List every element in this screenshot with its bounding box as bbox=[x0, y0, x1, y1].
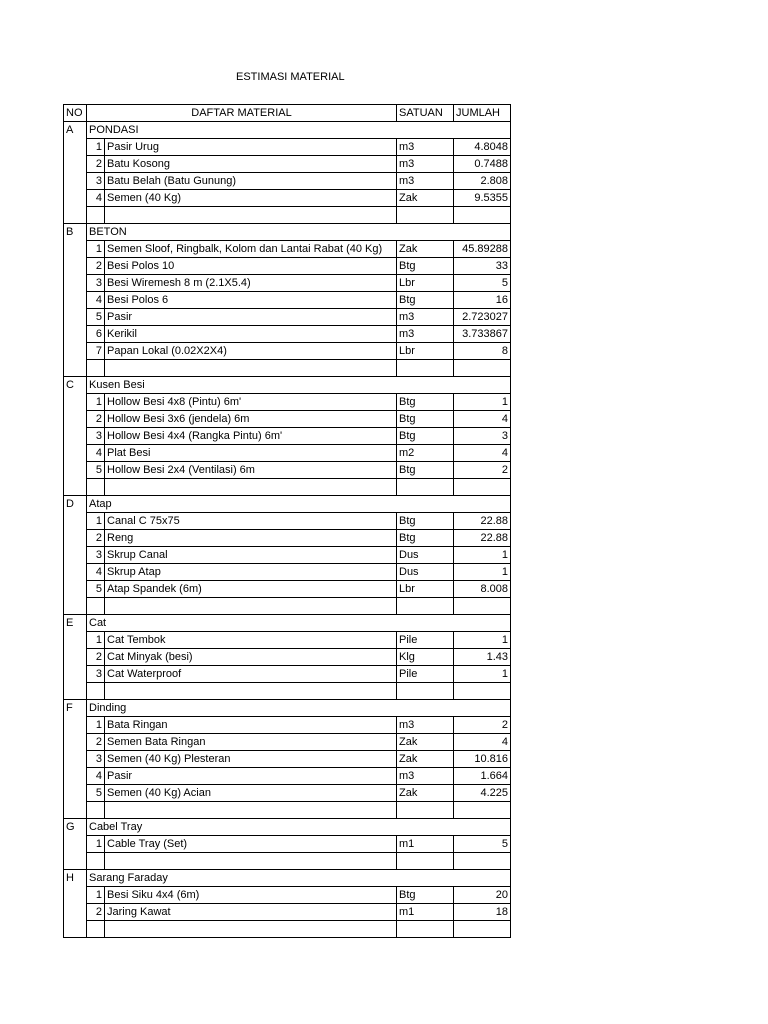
item-row bbox=[64, 547, 511, 564]
group-name: Atap bbox=[87, 496, 511, 513]
item-number: 2 bbox=[87, 258, 105, 275]
item-number: 5 bbox=[87, 581, 105, 598]
row-spacer bbox=[64, 156, 87, 173]
item-unit: m3 bbox=[397, 173, 454, 190]
group-name: Cabel Tray bbox=[87, 819, 511, 836]
item-qty: 4.225 bbox=[454, 785, 511, 802]
item-name: Canal C 75x75 bbox=[105, 513, 397, 530]
item-unit: Zak bbox=[397, 241, 454, 258]
item-qty: 4 bbox=[454, 734, 511, 751]
item-unit: Zak bbox=[397, 734, 454, 751]
item-number: 6 bbox=[87, 326, 105, 343]
item-name: Atap Spandek (6m) bbox=[105, 581, 397, 598]
blank-cell bbox=[87, 479, 105, 496]
item-qty: 45.89288 bbox=[454, 241, 511, 258]
blank-cell bbox=[454, 921, 511, 938]
item-unit: Btg bbox=[397, 292, 454, 309]
blank-cell bbox=[397, 479, 454, 496]
blank-cell bbox=[454, 207, 511, 224]
item-row bbox=[64, 751, 511, 768]
blank-cell bbox=[454, 360, 511, 377]
item-unit: m3 bbox=[397, 717, 454, 734]
item-unit: Btg bbox=[397, 258, 454, 275]
item-name: Jaring Kawat bbox=[105, 904, 397, 921]
item-number: 4 bbox=[87, 445, 105, 462]
item-unit: Klg bbox=[397, 649, 454, 666]
item-unit: Zak bbox=[397, 190, 454, 207]
blank-row bbox=[64, 853, 511, 870]
row-spacer bbox=[64, 275, 87, 292]
item-number: 2 bbox=[87, 734, 105, 751]
item-unit: Pile bbox=[397, 632, 454, 649]
item-unit: Btg bbox=[397, 887, 454, 904]
sheet-title: ESTIMASI MATERIAL bbox=[236, 71, 345, 83]
row-spacer bbox=[64, 666, 87, 683]
item-row bbox=[64, 326, 511, 343]
blank-row bbox=[64, 921, 511, 938]
header-qty: JUMLAH bbox=[454, 105, 511, 122]
group-row bbox=[64, 615, 511, 632]
item-name: Semen Sloof, Ringbalk, Kolom dan Lantai Rabat (40 Kg) bbox=[105, 241, 397, 258]
row-spacer bbox=[64, 241, 87, 258]
item-name: Batu Belah (Batu Gunung) bbox=[105, 173, 397, 190]
item-unit: Btg bbox=[397, 530, 454, 547]
item-name: Besi Polos 10 bbox=[105, 258, 397, 275]
item-qty: 3 bbox=[454, 428, 511, 445]
header-unit: SATUAN bbox=[397, 105, 454, 122]
item-unit: m3 bbox=[397, 139, 454, 156]
item-unit: Btg bbox=[397, 411, 454, 428]
row-spacer bbox=[64, 190, 87, 207]
item-number: 2 bbox=[87, 411, 105, 428]
item-qty: 18 bbox=[454, 904, 511, 921]
blank-row bbox=[64, 683, 511, 700]
item-row bbox=[64, 241, 511, 258]
item-qty: 1 bbox=[454, 666, 511, 683]
item-unit: m1 bbox=[397, 904, 454, 921]
blank-cell bbox=[105, 802, 397, 819]
item-name: Hollow Besi 4x8 (Pintu) 6m' bbox=[105, 394, 397, 411]
item-number: 5 bbox=[87, 309, 105, 326]
item-qty: 1 bbox=[454, 564, 511, 581]
item-qty: 3.733867 bbox=[454, 326, 511, 343]
blank-cell bbox=[454, 479, 511, 496]
blank-row bbox=[64, 802, 511, 819]
item-number: 4 bbox=[87, 768, 105, 785]
row-spacer bbox=[64, 309, 87, 326]
group-row bbox=[64, 870, 511, 887]
item-qty: 1 bbox=[454, 632, 511, 649]
item-row bbox=[64, 581, 511, 598]
row-spacer bbox=[64, 717, 87, 734]
item-row bbox=[64, 717, 511, 734]
row-spacer bbox=[64, 445, 87, 462]
row-spacer bbox=[64, 428, 87, 445]
row-spacer bbox=[64, 258, 87, 275]
material-table-body bbox=[64, 105, 511, 938]
item-row bbox=[64, 292, 511, 309]
group-name: Dinding bbox=[87, 700, 511, 717]
item-unit: m2 bbox=[397, 445, 454, 462]
item-unit: Lbr bbox=[397, 343, 454, 360]
item-row bbox=[64, 666, 511, 683]
item-number: 1 bbox=[87, 394, 105, 411]
row-spacer bbox=[64, 598, 87, 615]
item-row bbox=[64, 258, 511, 275]
item-number: 1 bbox=[87, 836, 105, 853]
item-name: Pasir bbox=[105, 768, 397, 785]
item-name: Pasir bbox=[105, 309, 397, 326]
row-spacer bbox=[64, 649, 87, 666]
item-unit: Lbr bbox=[397, 275, 454, 292]
group-code: H bbox=[64, 870, 87, 887]
row-spacer bbox=[64, 904, 87, 921]
item-name: Besi Wiremesh 8 m (2.1X5.4) bbox=[105, 275, 397, 292]
row-spacer bbox=[64, 802, 87, 819]
item-number: 1 bbox=[87, 717, 105, 734]
row-spacer bbox=[64, 173, 87, 190]
item-row bbox=[64, 309, 511, 326]
blank-cell bbox=[397, 802, 454, 819]
blank-cell bbox=[87, 921, 105, 938]
blank-row bbox=[64, 598, 511, 615]
item-number: 2 bbox=[87, 530, 105, 547]
row-spacer bbox=[64, 326, 87, 343]
item-qty: 5 bbox=[454, 275, 511, 292]
item-number: 3 bbox=[87, 547, 105, 564]
item-qty: 1.664 bbox=[454, 768, 511, 785]
item-name: Bata Ringan bbox=[105, 717, 397, 734]
item-qty: 33 bbox=[454, 258, 511, 275]
blank-cell bbox=[105, 479, 397, 496]
row-spacer bbox=[64, 887, 87, 904]
item-qty: 4 bbox=[454, 445, 511, 462]
item-number: 1 bbox=[87, 139, 105, 156]
header-material: DAFTAR MATERIAL bbox=[87, 105, 397, 122]
item-row bbox=[64, 445, 511, 462]
item-row bbox=[64, 768, 511, 785]
item-row bbox=[64, 513, 511, 530]
blank-cell bbox=[454, 598, 511, 615]
blank-cell bbox=[397, 360, 454, 377]
row-spacer bbox=[64, 139, 87, 156]
item-unit: m1 bbox=[397, 836, 454, 853]
group-name: Sarang Faraday bbox=[87, 870, 511, 887]
item-name: Besi Polos 6 bbox=[105, 292, 397, 309]
row-spacer bbox=[64, 394, 87, 411]
row-spacer bbox=[64, 360, 87, 377]
item-qty: 2 bbox=[454, 717, 511, 734]
item-name: Hollow Besi 3x6 (jendela) 6m bbox=[105, 411, 397, 428]
item-number: 4 bbox=[87, 564, 105, 581]
blank-cell bbox=[397, 598, 454, 615]
row-spacer bbox=[64, 462, 87, 479]
item-name: Plat Besi bbox=[105, 445, 397, 462]
row-spacer bbox=[64, 530, 87, 547]
item-number: 1 bbox=[87, 513, 105, 530]
item-number: 1 bbox=[87, 887, 105, 904]
item-qty: 4 bbox=[454, 411, 511, 428]
group-code: B bbox=[64, 224, 87, 241]
item-number: 4 bbox=[87, 190, 105, 207]
item-number: 3 bbox=[87, 666, 105, 683]
item-name: Semen (40 Kg) bbox=[105, 190, 397, 207]
group-code: E bbox=[64, 615, 87, 632]
item-row bbox=[64, 785, 511, 802]
item-qty: 2.723027 bbox=[454, 309, 511, 326]
item-number: 3 bbox=[87, 275, 105, 292]
item-row bbox=[64, 411, 511, 428]
item-number: 3 bbox=[87, 173, 105, 190]
item-row bbox=[64, 343, 511, 360]
blank-cell bbox=[397, 921, 454, 938]
item-row bbox=[64, 734, 511, 751]
row-spacer bbox=[64, 683, 87, 700]
row-spacer bbox=[64, 547, 87, 564]
item-qty: 22.88 bbox=[454, 513, 511, 530]
item-number: 1 bbox=[87, 241, 105, 258]
item-name: Cat Waterproof bbox=[105, 666, 397, 683]
blank-row bbox=[64, 207, 511, 224]
item-qty: 5 bbox=[454, 836, 511, 853]
item-unit: m3 bbox=[397, 768, 454, 785]
item-unit: Btg bbox=[397, 394, 454, 411]
row-spacer bbox=[64, 836, 87, 853]
item-name: Semen (40 Kg) Plesteran bbox=[105, 751, 397, 768]
item-qty: 2 bbox=[454, 462, 511, 479]
item-qty: 4.8048 bbox=[454, 139, 511, 156]
group-name: Cat bbox=[87, 615, 511, 632]
item-row bbox=[64, 275, 511, 292]
item-unit: Btg bbox=[397, 513, 454, 530]
item-row bbox=[64, 530, 511, 547]
material-table bbox=[63, 104, 511, 938]
group-code: C bbox=[64, 377, 87, 394]
group-code: F bbox=[64, 700, 87, 717]
blank-cell bbox=[397, 853, 454, 870]
row-spacer bbox=[64, 734, 87, 751]
row-spacer bbox=[64, 921, 87, 938]
header-row bbox=[64, 105, 511, 122]
item-row bbox=[64, 836, 511, 853]
item-unit: Btg bbox=[397, 428, 454, 445]
item-number: 1 bbox=[87, 632, 105, 649]
blank-cell bbox=[105, 598, 397, 615]
item-number: 4 bbox=[87, 292, 105, 309]
row-spacer bbox=[64, 207, 87, 224]
item-unit: Pile bbox=[397, 666, 454, 683]
item-row bbox=[64, 139, 511, 156]
item-qty: 2.808 bbox=[454, 173, 511, 190]
blank-cell bbox=[105, 683, 397, 700]
item-unit: Zak bbox=[397, 751, 454, 768]
group-row bbox=[64, 700, 511, 717]
item-qty: 20 bbox=[454, 887, 511, 904]
row-spacer bbox=[64, 513, 87, 530]
group-row bbox=[64, 819, 511, 836]
item-number: 7 bbox=[87, 343, 105, 360]
item-number: 5 bbox=[87, 462, 105, 479]
item-unit: Dus bbox=[397, 564, 454, 581]
item-qty: 8 bbox=[454, 343, 511, 360]
blank-cell bbox=[105, 207, 397, 224]
item-name: Reng bbox=[105, 530, 397, 547]
item-name: Besi Siku 4x4 (6m) bbox=[105, 887, 397, 904]
item-qty: 10.816 bbox=[454, 751, 511, 768]
row-spacer bbox=[64, 479, 87, 496]
row-spacer bbox=[64, 411, 87, 428]
group-code: G bbox=[64, 819, 87, 836]
blank-cell bbox=[87, 802, 105, 819]
group-row bbox=[64, 496, 511, 513]
blank-cell bbox=[105, 853, 397, 870]
item-qty: 0.7488 bbox=[454, 156, 511, 173]
group-code: D bbox=[64, 496, 87, 513]
item-unit: Dus bbox=[397, 547, 454, 564]
item-name: Cable Tray (Set) bbox=[105, 836, 397, 853]
item-row bbox=[64, 190, 511, 207]
group-name: Kusen Besi bbox=[87, 377, 511, 394]
row-spacer bbox=[64, 785, 87, 802]
item-unit: Btg bbox=[397, 462, 454, 479]
row-spacer bbox=[64, 853, 87, 870]
blank-cell bbox=[87, 598, 105, 615]
group-code: A bbox=[64, 122, 87, 139]
blank-cell bbox=[454, 802, 511, 819]
item-row bbox=[64, 462, 511, 479]
item-name: Hollow Besi 4x4 (Rangka Pintu) 6m' bbox=[105, 428, 397, 445]
blank-cell bbox=[87, 360, 105, 377]
item-name: Papan Lokal (0.02X2X4) bbox=[105, 343, 397, 360]
blank-cell bbox=[87, 683, 105, 700]
header-no: NO bbox=[64, 105, 87, 122]
item-unit: m3 bbox=[397, 309, 454, 326]
item-name: Cat Minyak (besi) bbox=[105, 649, 397, 666]
item-name: Pasir Urug bbox=[105, 139, 397, 156]
item-number: 3 bbox=[87, 751, 105, 768]
item-row bbox=[64, 649, 511, 666]
group-name: BETON bbox=[87, 224, 511, 241]
item-row bbox=[64, 428, 511, 445]
item-qty: 1.43 bbox=[454, 649, 511, 666]
item-qty: 9.5355 bbox=[454, 190, 511, 207]
item-qty: 16 bbox=[454, 292, 511, 309]
item-name: Hollow Besi 2x4 (Ventilasi) 6m bbox=[105, 462, 397, 479]
item-name: Kerikil bbox=[105, 326, 397, 343]
group-row bbox=[64, 377, 511, 394]
item-name: Batu Kosong bbox=[105, 156, 397, 173]
item-row bbox=[64, 394, 511, 411]
item-number: 5 bbox=[87, 785, 105, 802]
row-spacer bbox=[64, 751, 87, 768]
blank-cell bbox=[397, 207, 454, 224]
blank-cell bbox=[454, 683, 511, 700]
blank-cell bbox=[87, 853, 105, 870]
row-spacer bbox=[64, 581, 87, 598]
row-spacer bbox=[64, 343, 87, 360]
item-name: Skrup Canal bbox=[105, 547, 397, 564]
blank-row bbox=[64, 360, 511, 377]
item-row bbox=[64, 887, 511, 904]
item-name: Semen Bata Ringan bbox=[105, 734, 397, 751]
item-name: Skrup Atap bbox=[105, 564, 397, 581]
blank-cell bbox=[87, 207, 105, 224]
item-name: Cat Tembok bbox=[105, 632, 397, 649]
item-qty: 1 bbox=[454, 547, 511, 564]
item-unit: Zak bbox=[397, 785, 454, 802]
item-row bbox=[64, 632, 511, 649]
group-row bbox=[64, 224, 511, 241]
blank-cell bbox=[105, 921, 397, 938]
row-spacer bbox=[64, 292, 87, 309]
item-unit: Lbr bbox=[397, 581, 454, 598]
row-spacer bbox=[64, 632, 87, 649]
item-number: 3 bbox=[87, 428, 105, 445]
blank-row bbox=[64, 479, 511, 496]
item-qty: 22.88 bbox=[454, 530, 511, 547]
item-qty: 1 bbox=[454, 394, 511, 411]
item-number: 2 bbox=[87, 649, 105, 666]
group-name: PONDASI bbox=[87, 122, 511, 139]
item-row bbox=[64, 564, 511, 581]
blank-cell bbox=[397, 683, 454, 700]
row-spacer bbox=[64, 768, 87, 785]
item-unit: m3 bbox=[397, 326, 454, 343]
item-number: 2 bbox=[87, 904, 105, 921]
item-row bbox=[64, 156, 511, 173]
item-unit: m3 bbox=[397, 156, 454, 173]
item-number: 2 bbox=[87, 156, 105, 173]
item-row bbox=[64, 173, 511, 190]
group-row bbox=[64, 122, 511, 139]
row-spacer bbox=[64, 564, 87, 581]
item-qty: 8.008 bbox=[454, 581, 511, 598]
blank-cell bbox=[105, 360, 397, 377]
item-name: Semen (40 Kg) Acian bbox=[105, 785, 397, 802]
item-row bbox=[64, 904, 511, 921]
blank-cell bbox=[454, 853, 511, 870]
